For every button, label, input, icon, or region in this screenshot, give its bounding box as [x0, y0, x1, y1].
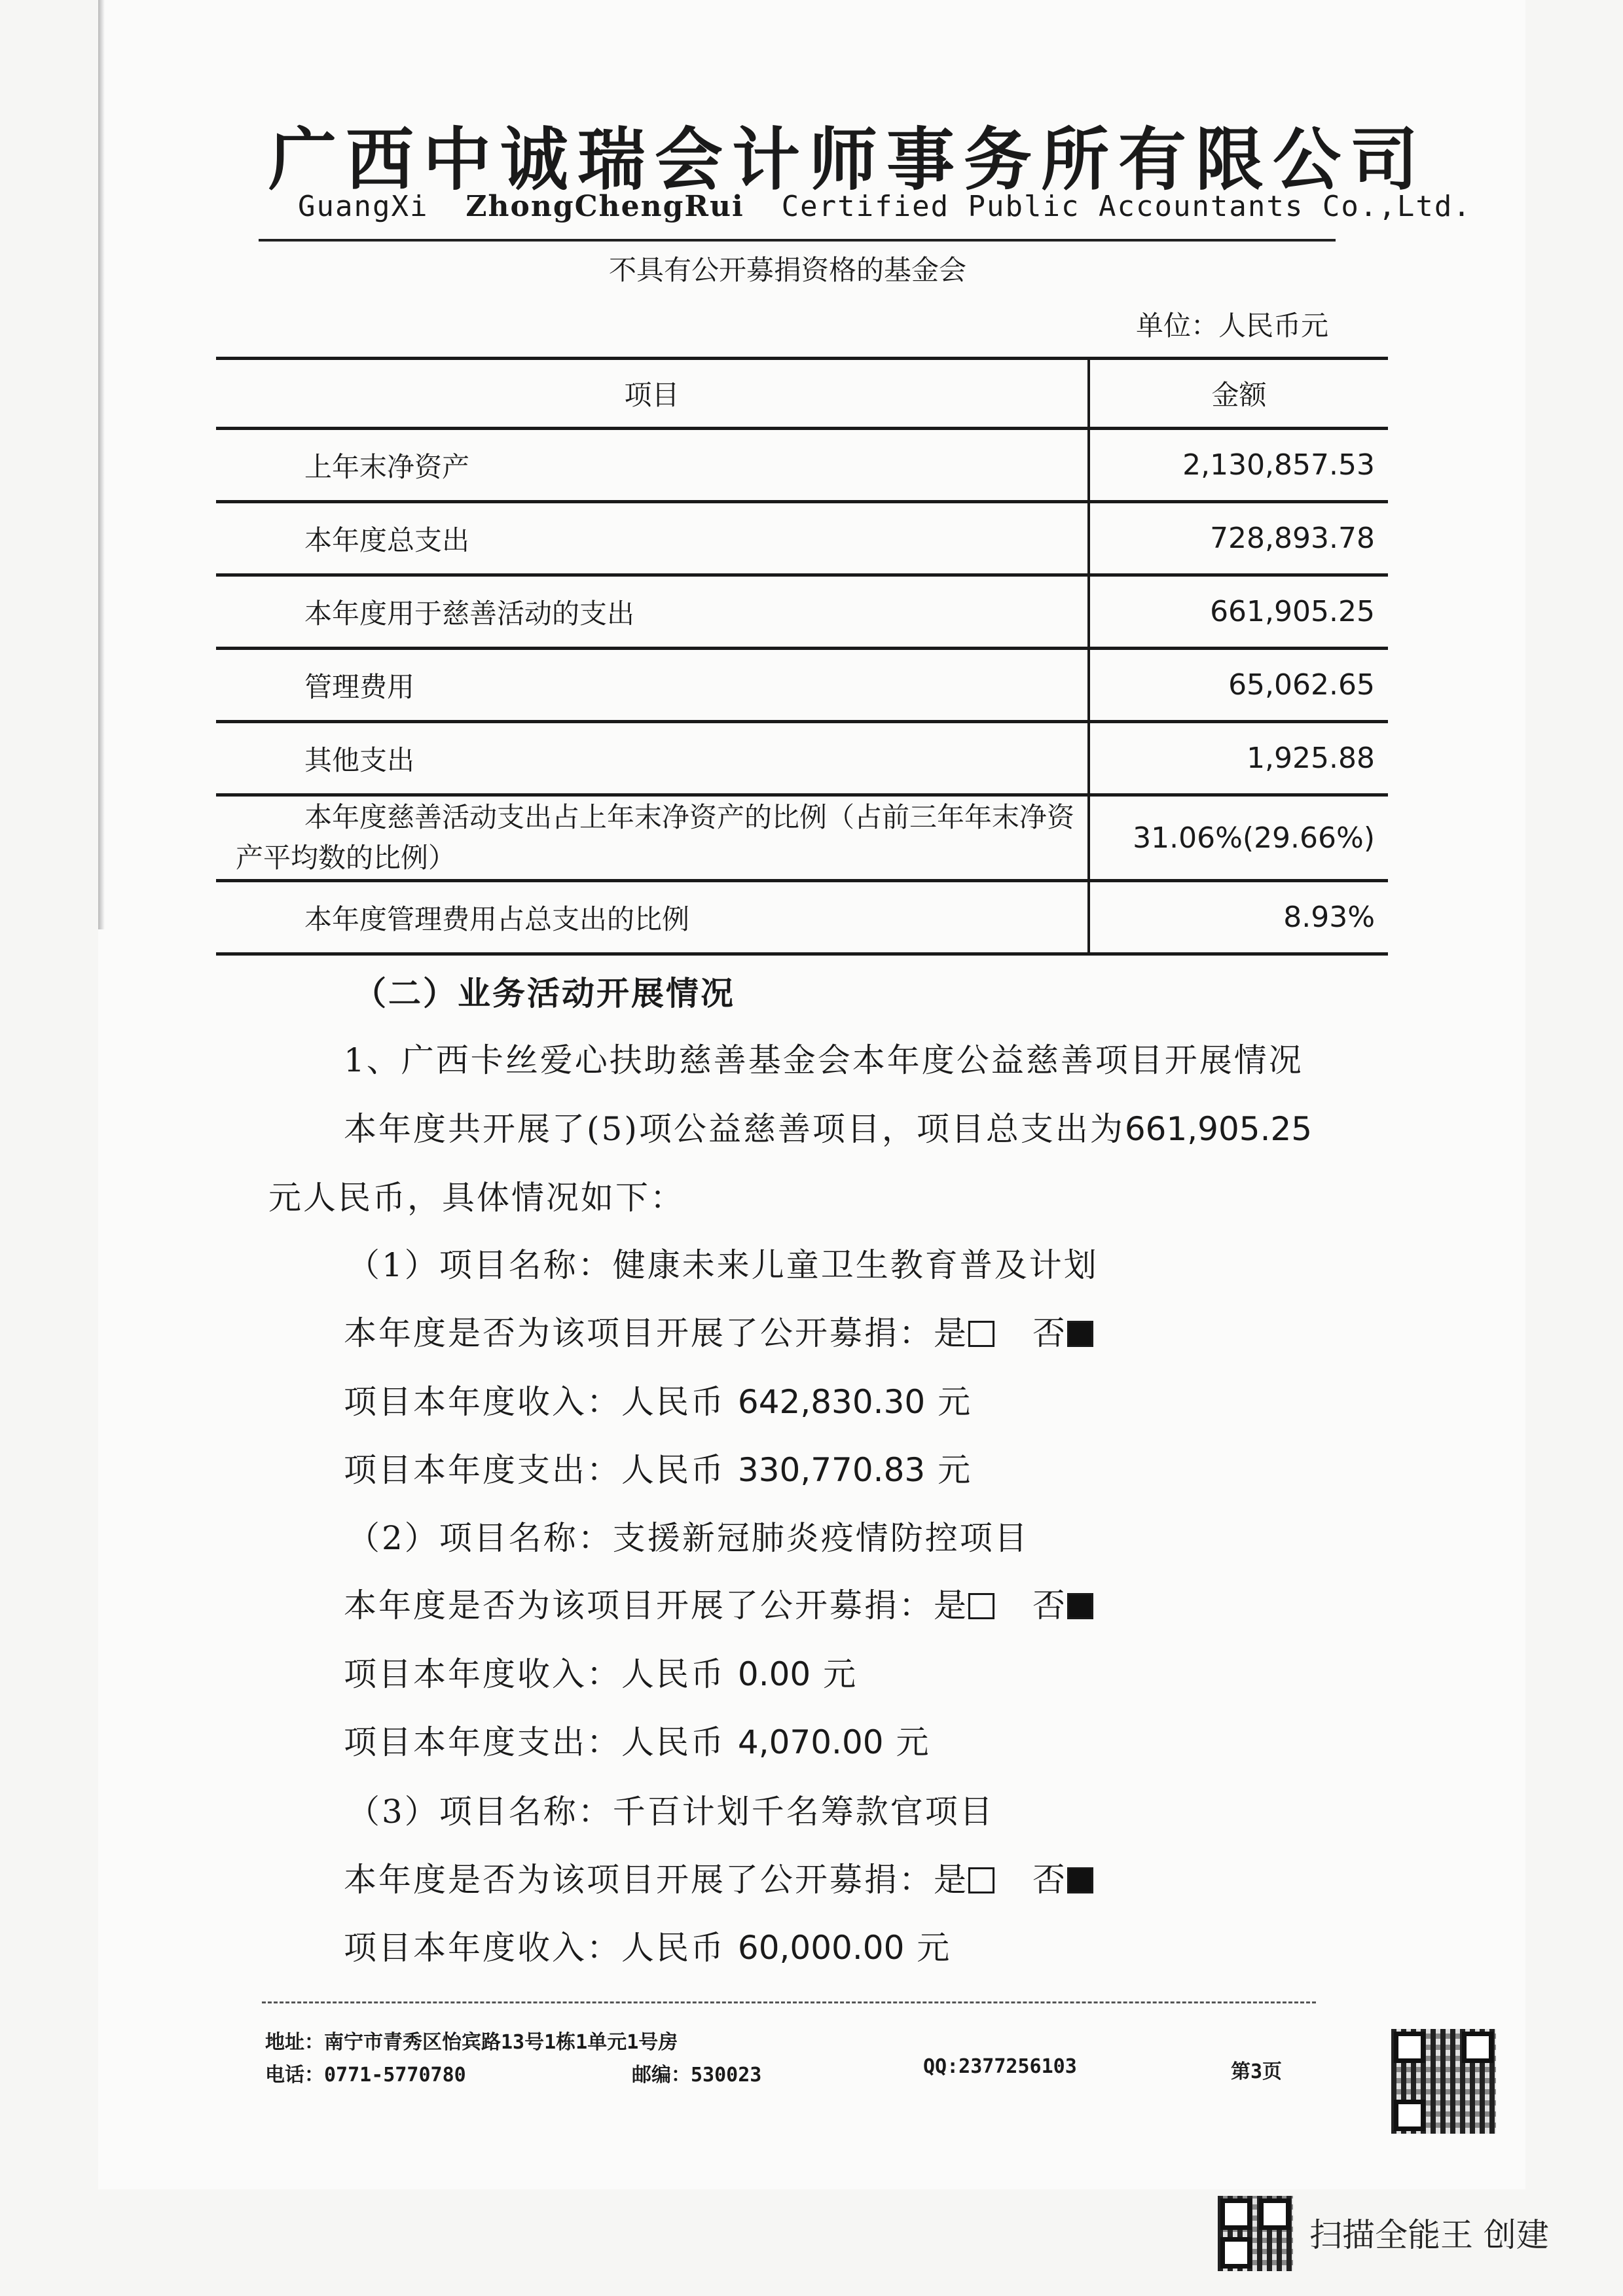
expense-value: 4,070.00: [737, 1723, 884, 1761]
currency: 元: [938, 1451, 973, 1489]
fundraise-question: 本年度是否为该项目开展了公开募捐：是: [344, 1314, 968, 1352]
project-1-expense: [344, 1444, 972, 1491]
income-value: 60,000.00: [737, 1929, 905, 1967]
project-2-fundraise: [344, 1579, 1093, 1626]
footer-phone: 电话：0771-5770780: [265, 2064, 466, 2087]
row-label: 其他支出: [216, 722, 1089, 795]
table-row: [216, 429, 1388, 502]
no-label: 否: [1032, 1314, 1067, 1352]
row-label: 上年末净资产: [216, 429, 1089, 502]
row-value: 8.93%: [1089, 881, 1388, 954]
firm-en-part-3: Certified Public Accountants Co.,Ltd.: [781, 190, 1472, 223]
currency: 元: [917, 1929, 952, 1967]
row-label: 本年度管理费用占总支出的比例: [216, 881, 1089, 954]
project-1-name: （1）项目名称：健康未来儿童卫生教育普及计划: [347, 1246, 1099, 1284]
project-1-fundraise: [344, 1307, 1093, 1354]
section-heading: （二）业务活动开展情况: [354, 975, 735, 1013]
row-value: 65,062.65: [1089, 649, 1388, 722]
project-3-fundraise: [344, 1854, 1093, 1901]
firm-en-part-2: ZhongChengRui: [465, 190, 744, 223]
table-row: [216, 649, 1388, 722]
intro-line-1: [344, 1103, 1312, 1150]
no-checkbox-checked: [1067, 1593, 1093, 1619]
intro-total: 661,905.25: [1124, 1110, 1313, 1148]
currency: 元: [823, 1655, 858, 1693]
intro-line-2: 元人民币，具体情况如下：: [268, 1179, 685, 1217]
footer-postcode: 邮编：530023: [632, 2064, 762, 2087]
footer-rule: [262, 2001, 1316, 2003]
income-label: 项目本年度收入：人民币: [344, 1383, 725, 1421]
footer-qq: QQ:2377256103: [923, 2055, 1077, 2078]
no-label: 否: [1032, 1587, 1067, 1624]
intro-text: 本年度共开展了(5)项公益慈善项目，项目总支出为: [344, 1110, 1125, 1148]
firm-name-english: [298, 190, 1472, 223]
fundraise-question: 本年度是否为该项目开展了公开募捐：是: [344, 1587, 968, 1624]
income-label: 项目本年度收入：人民币: [344, 1929, 725, 1967]
expense-label: 项目本年度支出：人民币: [344, 1451, 725, 1489]
footer-page-number: 第3页: [1231, 2060, 1283, 2083]
currency-unit: 单位：人民币元: [1136, 310, 1329, 342]
row-value: 2,130,857.53: [1089, 429, 1388, 502]
header-rule: [259, 239, 1336, 242]
project-2-expense: [344, 1716, 930, 1763]
project-3-income: [344, 1922, 951, 1969]
yes-checkbox: [968, 1593, 994, 1619]
scan-edge-shadow: [98, 0, 105, 929]
table-subtitle: 不具有公开募捐资格的基金会: [609, 254, 967, 286]
firm-name-chinese: 广西中诚瑞会计师事务所有限公司: [268, 120, 1428, 200]
row-label: 本年度总支出: [216, 502, 1089, 575]
income-value: 0.00: [737, 1655, 811, 1693]
section-subheading: 1、广西卡丝爱心扶助慈善基金会本年度公益慈善项目开展情况: [344, 1041, 1304, 1079]
footer-address: 地址：南宁市青秀区怡宾路13号1栋1单元1号房: [265, 2031, 678, 2054]
project-1-income: [344, 1376, 972, 1423]
table-row: [216, 502, 1388, 575]
firm-en-part-1: GuangXi: [298, 190, 429, 223]
row-label: 管理费用: [216, 649, 1089, 722]
row-label: 本年度用于慈善活动的支出: [216, 575, 1089, 649]
header-amount: 金额: [1089, 359, 1388, 429]
income-label: 项目本年度收入：人民币: [344, 1655, 725, 1693]
row-value: 661,905.25: [1089, 575, 1388, 649]
table-row: [216, 881, 1388, 954]
table-row: [216, 575, 1388, 649]
scanner-watermark: 扫描全能王 创建: [1309, 2216, 1549, 2254]
qr-code-icon: [1391, 2029, 1496, 2134]
financial-table: [216, 357, 1388, 956]
project-2-name: （2）项目名称：支援新冠肺炎疫情防控项目: [347, 1519, 1029, 1557]
no-checkbox-checked: [1067, 1321, 1093, 1347]
row-value: 1,925.88: [1089, 722, 1388, 795]
yes-checkbox: [968, 1867, 994, 1893]
row-value: 728,893.78: [1089, 502, 1388, 575]
expense-label: 项目本年度支出：人民币: [344, 1723, 725, 1761]
no-label: 否: [1032, 1861, 1067, 1899]
project-3-name: （3）项目名称：千百计划千名筹款官项目: [347, 1793, 994, 1831]
row-value: 31.06%(29.66%): [1089, 795, 1388, 881]
currency: 元: [896, 1723, 931, 1761]
table-row: [216, 795, 1388, 881]
yes-checkbox: [968, 1321, 994, 1347]
expense-value: 330,770.83: [737, 1451, 926, 1489]
fundraise-question: 本年度是否为该项目开展了公开募捐：是: [344, 1861, 968, 1899]
scanner-qr-icon: [1218, 2196, 1293, 2271]
project-2-income: [344, 1648, 858, 1695]
header-item: 项目: [216, 359, 1089, 429]
currency: 元: [938, 1383, 973, 1421]
table-header-row: [216, 359, 1388, 429]
income-value: 642,830.30: [737, 1383, 926, 1421]
no-checkbox-checked: [1067, 1867, 1093, 1893]
table-row: [216, 722, 1388, 795]
row-label: 本年度慈善活动支出占上年末净资产的比例（占前三年年末净资产平均数的比例）: [216, 795, 1089, 881]
